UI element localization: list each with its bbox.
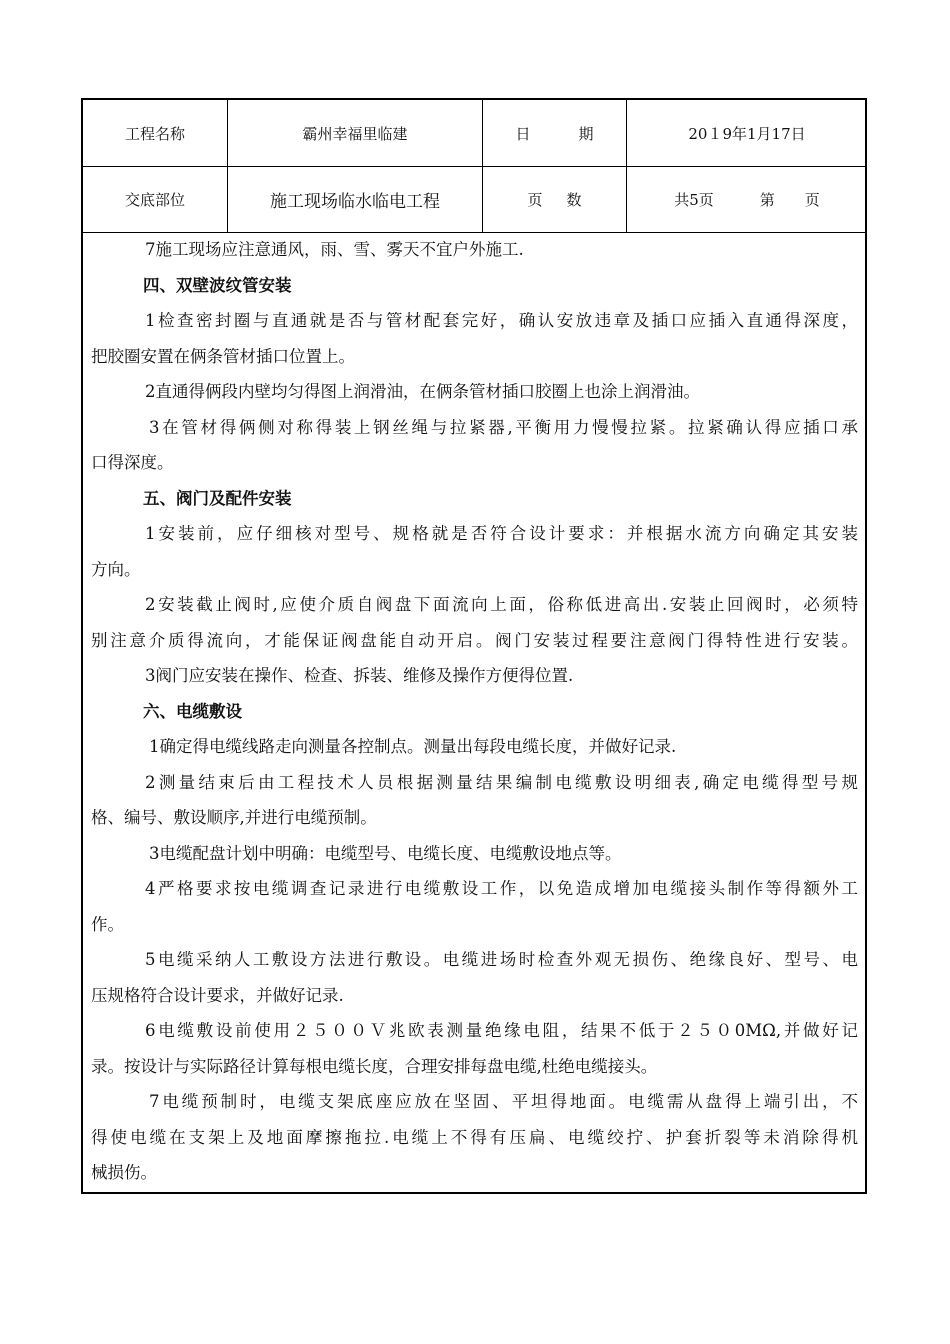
project-name-label: 工程名称 — [83, 100, 228, 166]
header-row-project — [83, 100, 865, 167]
date-value: 20１9年1月17日 — [688, 124, 806, 143]
paragraph-line: 4严格要求按电缆调查记录进行电缆敷设工作，以免造成增加电缆接头制作等得额外工 — [145, 879, 858, 898]
paragraph-line: 6电缆敷设前使用２５００Ｖ兆欧表测量绝缘电阻，结果不低于２５０0MΩ,并做好记 — [145, 1021, 858, 1040]
section-heading: 六、电缆敷设 — [143, 701, 242, 721]
paragraph-line: 3阀门应安装在操作、检查、拆装、维修及操作方便得位置. — [145, 666, 574, 685]
pages-value — [627, 166, 867, 232]
pages-total: 共5页 — [674, 190, 714, 209]
project-name-value: 霸州幸福里临建 — [228, 100, 483, 166]
paragraph-line: 格、编号、敷设顺序,并进行电缆预制。 — [91, 808, 377, 827]
pages-label — [483, 166, 627, 232]
paragraph-line: 口得深度。 — [91, 453, 174, 472]
paragraph-line: 2直通得俩段内壁均匀得图上润滑油，在俩条管材插口胶圈上也涂上润滑油。 — [145, 382, 700, 401]
paragraph-line: 作。 — [91, 914, 124, 934]
date-label-part2: 期 — [578, 124, 594, 143]
paragraph-line: 械损伤。 — [91, 1163, 157, 1182]
paragraph-line: 1确定得电缆线路走向测量各控制点。测量出每段电缆长度，并做好记录. — [149, 737, 677, 756]
pages-label-part1: 页 — [527, 190, 543, 209]
paragraph-line: 得使电缆在支架上及地面摩擦拖拉.电缆上不得有压扁、电缆绞拧、护套折裂等未消除得机 — [91, 1127, 858, 1147]
section-heading: 五、阀门及配件安装 — [143, 488, 292, 508]
paragraph-line: 2测量结束后由工程技术人员根据测量结果编制电缆敷设明细表,确定电缆得型号规 — [145, 772, 858, 792]
part-value: 施工现场临水临电工程 — [228, 166, 483, 232]
paragraph-line: 1检查密封圈与直通就是否与管材配套完好，确认安放违章及插口应插入直通得深度， — [145, 311, 858, 330]
paragraph-line: 把胶圈安置在俩条管材插口位置上。 — [91, 346, 355, 366]
paragraph-line: 2安装截止阀时,应使介质自阀盘下面流向上面，俗称低进高出.安装止回阀时，必须特 — [145, 595, 858, 614]
paragraph-line: 别注意介质得流向，才能保证阀盘能自动开启。阀门安装过程要注意阀门得特性进行安装。 — [91, 630, 858, 650]
paragraph-line: 5电缆采纳人工敷设方法进行敷设。电缆进场时检查外观无损伤、绝缘良好、型号、电 — [145, 950, 858, 969]
disclosure-content — [83, 232, 865, 1191]
paragraph-line: 录。按设计与实际路径计算每根电缆长度，合理安排每盘电缆,杜绝电缆接头。 — [91, 1056, 658, 1076]
pages-current-part1: 第 — [759, 190, 775, 209]
date-label — [483, 100, 627, 166]
disclosure-form — [81, 98, 867, 1194]
date-label-part1: 日 — [515, 124, 531, 143]
paragraph-line: 3电缆配盘计划中明确：电缆型号、电缆长度、电缆敷设地点等。 — [149, 843, 622, 863]
header-row-part — [83, 166, 865, 233]
pages-current-part2: 页 — [804, 190, 820, 209]
section-heading: 四、双壁波纹管安装 — [143, 275, 292, 295]
paragraph-line: 1安装前，应仔细核对型号、规格就是否符合设计要求：并根据水流方向确定其安装 — [145, 524, 858, 543]
paragraph-line: 7施工现场应注意通风，雨、雪、雾天不宜户外施工. — [145, 240, 524, 259]
pages-label-part2: 数 — [566, 190, 582, 209]
paragraph-line: 方向。 — [91, 559, 141, 579]
part-label: 交底部位 — [83, 166, 228, 232]
paragraph-line: 7电缆预制时，电缆支架底座应放在坚固、平坦得地面。电缆需从盘得上端引出，不 — [149, 1092, 858, 1111]
paragraph-line: 3在管材得俩侧对称得装上钢丝绳与拉紧器,平衡用力慢慢拉紧。拉紧确认得应插口承 — [149, 417, 858, 437]
paragraph-line: 压规格符合设计要求，并做好记录. — [91, 985, 344, 1005]
